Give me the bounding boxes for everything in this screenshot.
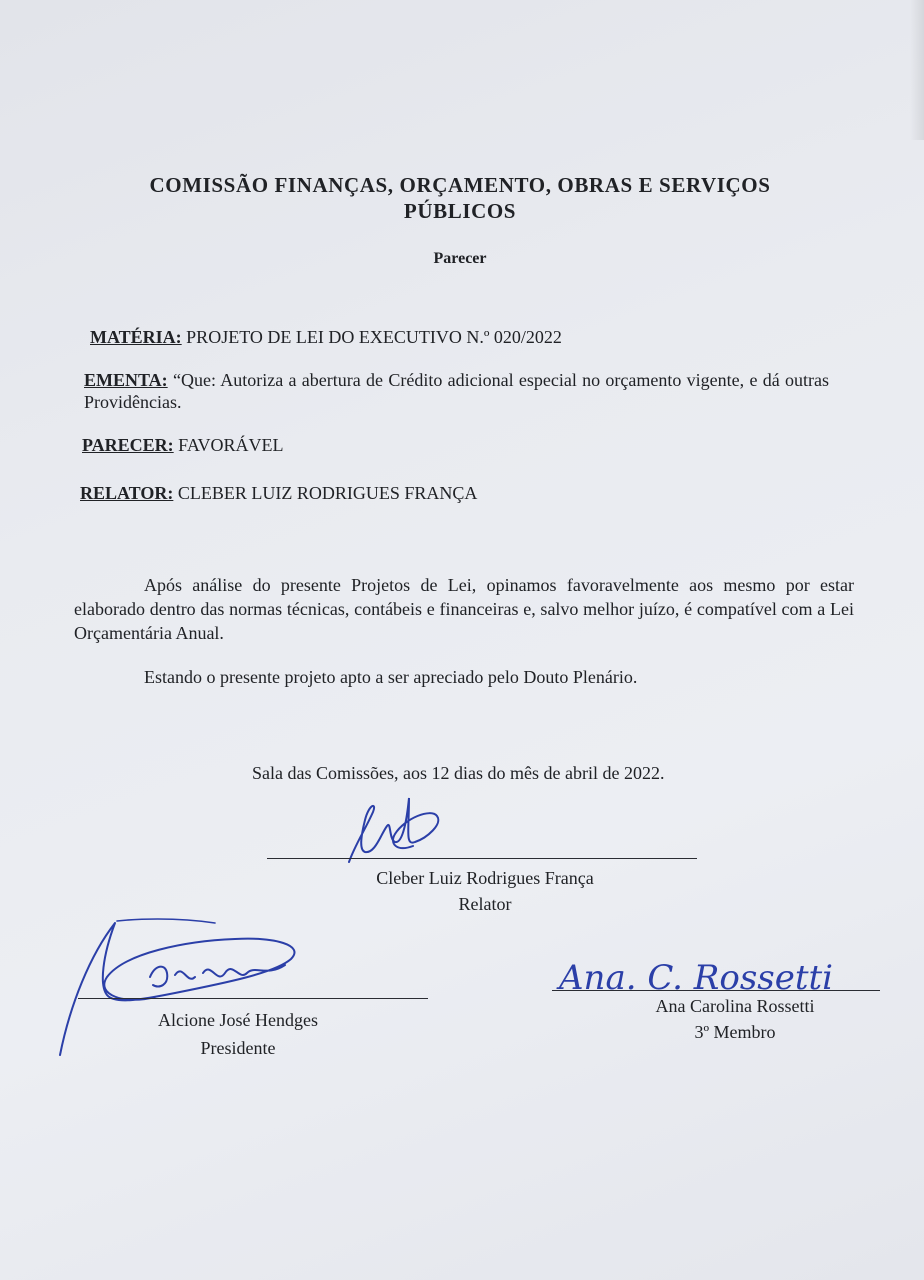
body-paragraph-1: Após análise do presente Projetos de Lei, opinamos favoravelmente aos mesmo por estar elaborado dentro das normas técnicas, contábeis e financeiras e, salvo melhor juízo, é compatível com a Lei Orçamentária Anual. (74, 575, 854, 643)
document-subtitle: Parecer (433, 250, 487, 267)
materia-value: PROJETO DE LEI DO EXECUTIVO N.º 020/2022 (186, 327, 562, 347)
ementa-label: EMENTA: (84, 370, 168, 390)
signer-name-presidente: Alcione José Hendges (158, 1010, 318, 1030)
signature-line-relator (267, 858, 697, 859)
document-title (60, 172, 860, 224)
relator-label: RELATOR: (80, 483, 174, 503)
ementa-value: “Que: Autoriza a abertura de Crédito adicional especial no orçamento vigente, e dá outras Providências. (84, 370, 830, 412)
signer-role-presidente: Presidente (200, 1038, 276, 1058)
page-edge-shadow (910, 0, 924, 140)
signer-name-relator: Cleber Luiz Rodrigues França (376, 868, 594, 888)
signature-membro-handwriting: Ana. C. Rossetti (559, 958, 834, 998)
parecer-label: PARECER: (82, 435, 174, 455)
signer-role-membro: 3º Membro (694, 1022, 776, 1042)
materia-field (90, 326, 562, 348)
parecer-field (82, 434, 284, 456)
signer-role-relator: Relator (458, 894, 512, 914)
materia-label: MATÉRIA: (90, 327, 182, 347)
signature-line-presidente (78, 998, 428, 999)
signature-line-membro (552, 990, 880, 991)
body-paragraph-2: Estando o presente projeto apto a ser apreciado pelo Douto Plenário. (144, 667, 638, 687)
signer-name-membro: Ana Carolina Rossetti (655, 996, 815, 1016)
parecer-value: FAVORÁVEL (178, 435, 284, 455)
relator-field (80, 482, 477, 504)
title-line-1: COMISSÃO FINANÇAS, ORÇAMENTO, OBRAS E SERVIÇOS (149, 173, 771, 197)
title-line-2: PÚBLICOS (403, 199, 517, 223)
relator-value: CLEBER LUIZ RODRIGUES FRANÇA (177, 483, 478, 503)
dateline: Sala das Comissões, aos 12 dias do mês de abril de 2022. (252, 763, 665, 783)
ementa-field (84, 369, 829, 413)
